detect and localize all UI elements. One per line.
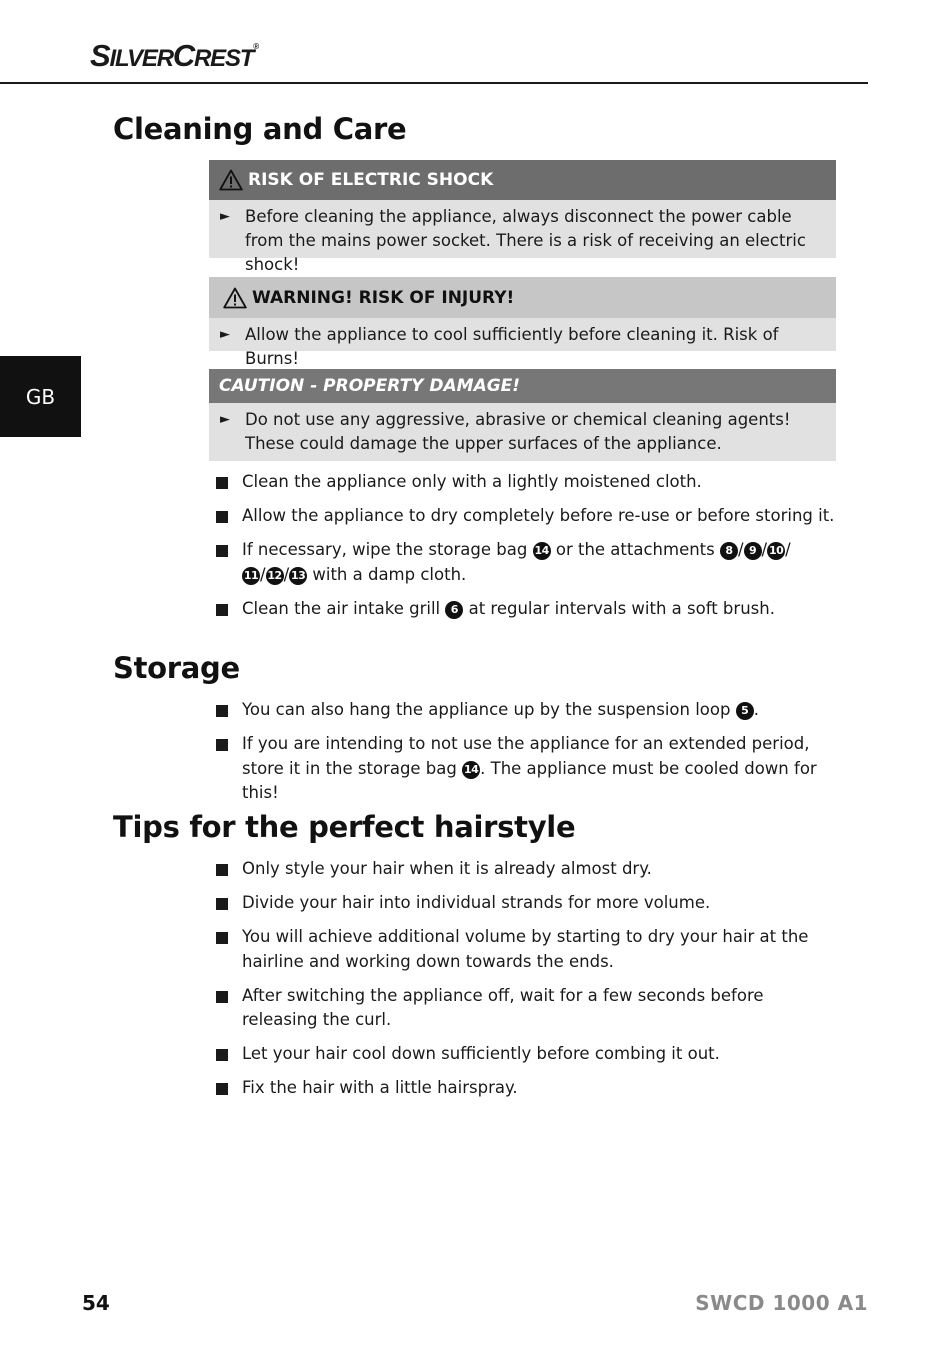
- list-item: [216, 732, 841, 806]
- square-bullet-icon: [216, 739, 228, 751]
- arrow-bullet-icon: ►: [220, 412, 230, 427]
- warning-body: [209, 200, 836, 282]
- caution-box-property-damage: [209, 369, 836, 461]
- part-number-badge: 8: [720, 542, 738, 560]
- list-item: [216, 857, 841, 882]
- warning-heading: WARNING! RISK OF INJURY!: [252, 287, 515, 308]
- section-title-cleaning: Cleaning and Care: [113, 112, 407, 146]
- brand-letter: S: [90, 38, 110, 73]
- warning-box-header: [209, 160, 836, 200]
- part-number-badge: 5: [736, 702, 754, 720]
- list-item-text: After switching the appliance off, wait for a few seconds before releasing the curl.: [242, 985, 764, 1029]
- list-item: [216, 504, 841, 529]
- tips-bullet-list: [216, 857, 841, 1110]
- brand-letters: REST: [194, 45, 254, 72]
- square-bullet-icon: [216, 898, 228, 910]
- list-item: [216, 1042, 841, 1067]
- warning-body: [209, 318, 836, 376]
- list-item-text: Clean the appliance only with a lightly moistened cloth.: [242, 472, 702, 491]
- caution-box-header: [209, 369, 836, 403]
- list-item-text: with a damp cloth.: [307, 564, 467, 584]
- warning-box-electric-shock: [209, 160, 836, 274]
- list-item: If necessary, wipe the storage bag 14 or the attachments 8 / 9 / 10 / 11 / 12 / 13 with a damp cloth.: [216, 538, 841, 587]
- list-item-text: or the attachments: [550, 540, 720, 559]
- list-item: [216, 698, 841, 723]
- list-item-text: Divide your hair into individual strands for more volume.: [242, 893, 711, 912]
- model-number: SWCD 1000 A1: [695, 1291, 868, 1315]
- warning-text: Before cleaning the appliance, always disconnect the power cable from the mains power socket. There is a risk of receiving an electric shock!: [245, 207, 806, 274]
- square-bullet-icon: [216, 604, 228, 616]
- header-rule: [0, 82, 868, 84]
- language-tab: GB: [0, 356, 81, 437]
- list-item-text: Allow the appliance to dry completely before re-use or before storing it.: [242, 506, 835, 525]
- registered-mark: ®: [253, 42, 258, 51]
- part-number-badge: 6: [445, 601, 463, 619]
- warning-text: Allow the appliance to cool sufficiently before cleaning it. Risk of Burns!: [245, 325, 779, 368]
- warning-triangle-icon: [223, 287, 247, 309]
- list-item: [216, 1076, 841, 1101]
- square-bullet-icon: [216, 864, 228, 876]
- part-number-badge: 14: [462, 761, 480, 779]
- caution-heading: CAUTION - PROPERTY DAMAGE!: [219, 376, 521, 396]
- list-item: [216, 597, 841, 622]
- warning-heading: RISK OF ELECTRIC SHOCK: [248, 170, 494, 190]
- list-item-text: at regular intervals with a soft brush.: [463, 598, 775, 618]
- list-item-text: . The appliance must be cooled down for this!: [242, 758, 817, 802]
- list-item-text: Fix the hair with a little hairspray.: [242, 1078, 518, 1097]
- cleaning-bullet-list: [216, 470, 841, 631]
- part-number-badge: 14: [533, 542, 551, 560]
- square-bullet-icon: [216, 477, 228, 489]
- list-item-text: Clean the air intake grill: [242, 598, 446, 618]
- arrow-bullet-icon: ►: [220, 209, 230, 224]
- part-number-badge: 10: [767, 542, 785, 560]
- square-bullet-icon: [216, 932, 228, 944]
- list-item-text: Only style your hair when it is already almost dry.: [242, 859, 652, 878]
- list-item: [216, 984, 841, 1033]
- list-item-text: You will achieve additional volume by starting to dry your hair at the hairline and working down towards the ends.: [242, 927, 809, 971]
- caution-body: [209, 403, 836, 461]
- warning-triangle-icon: [219, 169, 243, 191]
- square-bullet-icon: [216, 991, 228, 1003]
- warning-box-header: [209, 277, 836, 318]
- part-number-badge: 12: [266, 567, 284, 585]
- arrow-bullet-icon: ►: [220, 327, 230, 342]
- brand-letter: C: [172, 38, 195, 73]
- square-bullet-icon: [216, 705, 228, 717]
- brand-letters: ILVER: [109, 45, 173, 72]
- list-item: [216, 925, 841, 974]
- page-number: 54: [82, 1291, 110, 1315]
- list-item-text: If necessary, wipe the storage bag: [242, 540, 533, 559]
- list-item-text: If you are intending to not use the appliance for an extended period, store it in the storage bag: [242, 734, 810, 778]
- list-item-text: Let your hair cool down sufficiently before combing it out.: [242, 1044, 720, 1063]
- list-item: [216, 470, 841, 495]
- storage-bullet-list: [216, 698, 841, 815]
- brand-logo: [90, 38, 258, 74]
- list-item-text: .: [753, 700, 759, 719]
- square-bullet-icon: [216, 545, 228, 557]
- list-item: [216, 891, 841, 916]
- part-number-badge: 13: [289, 567, 307, 585]
- section-title-storage: Storage: [113, 651, 240, 685]
- part-number-badge: 11: [242, 567, 260, 585]
- square-bullet-icon: [216, 511, 228, 523]
- warning-box-injury: [209, 277, 836, 368]
- caution-text: Do not use any aggressive, abrasive or chemical cleaning agents! These could damage the upper surfaces of the appliance.: [245, 410, 791, 453]
- part-number-badge: 9: [744, 542, 762, 560]
- square-bullet-icon: [216, 1049, 228, 1061]
- section-title-tips: Tips for the perfect hairstyle: [113, 810, 576, 844]
- list-item-text: You can also hang the appliance up by the suspension loop: [242, 700, 736, 719]
- square-bullet-icon: [216, 1083, 228, 1095]
